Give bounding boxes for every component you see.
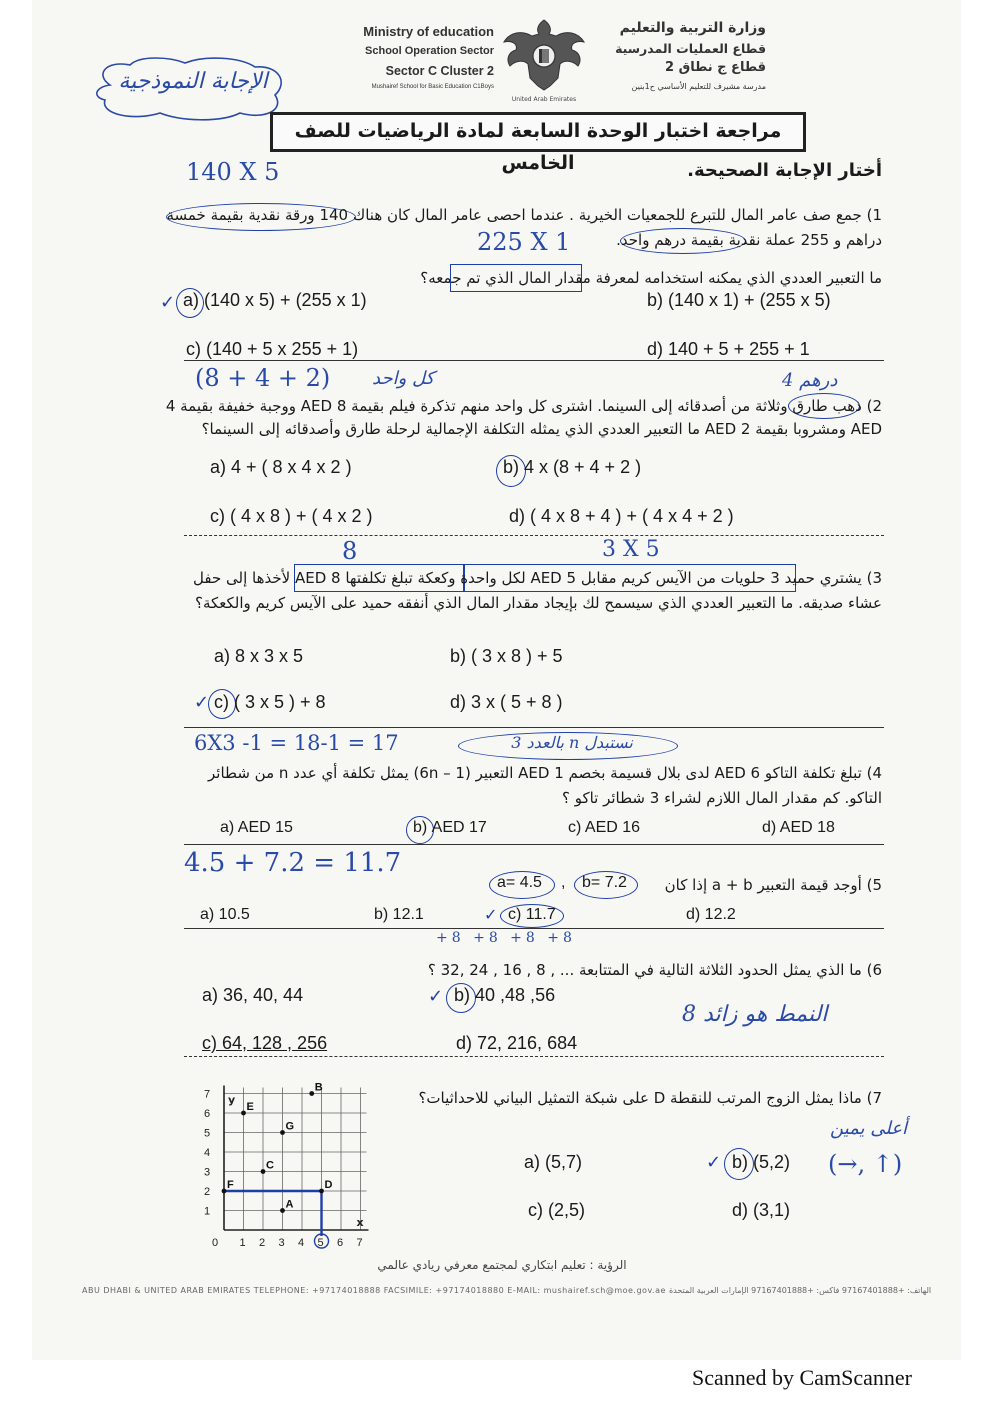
- point-a: [280, 1208, 285, 1213]
- divider-2: [184, 535, 884, 536]
- q1-option-c[interactable]: c) (140 + 5 x 255 + 1): [186, 339, 359, 359]
- handwritten-q6-note: النمط هو زائد 8: [682, 1002, 828, 1027]
- q4-option-c-text: c) AED 16: [568, 819, 641, 836]
- q6-option-d-text: d) 72, 216, 684: [456, 1033, 578, 1053]
- q1-check-icon: ✓: [160, 292, 176, 313]
- q1-annot-box: [450, 264, 582, 292]
- q5-option-b-text: b) 12.1: [374, 906, 424, 923]
- point-label-d: D: [324, 1179, 333, 1191]
- header-ar-line-4: مدرسة مشيرف للتعليم الأساسي ح1بنين: [631, 82, 766, 91]
- q3-option-a[interactable]: [214, 646, 303, 667]
- handwritten-top-calc: 140 X 5: [186, 158, 280, 186]
- q7-option-a[interactable]: [524, 1152, 582, 1173]
- point-label-f: F: [227, 1179, 234, 1191]
- q1-line-2: دراهم و 255 عملة نقدية بقيمة درهم واحد.: [616, 231, 882, 249]
- q4-option-b-text: AED 17: [431, 819, 487, 836]
- handwritten-q7-arrows: (→, ↑): [828, 1150, 903, 1178]
- handwritten-q6-arrows: +8 +8 +8 +8: [436, 930, 576, 946]
- q1-option-b-text: (140 x 1) + (255 x 5): [668, 290, 831, 310]
- q1-line-3: ما التعبير العددي الذي يمكنه استخدامه لمعرفة مقدار المال الذي تم جمعه؟: [420, 269, 882, 287]
- q1-line-1: 1) جمع صف عامر المال للتبرع للجمعيات الخيرية . عندما احصى عامر المال كان هناك 140 ورقة نقدية بقيمة خمسة: [166, 206, 882, 224]
- point-label-a: A: [285, 1198, 294, 1211]
- header-en-line-1: Ministry of education: [363, 24, 494, 39]
- scanned-page: [32, 0, 961, 1360]
- q5-given-sep: ,: [561, 874, 566, 891]
- q4-option-b[interactable]: b) AED 17: [413, 819, 487, 836]
- point-f: [222, 1189, 227, 1194]
- q5-given-b: b= 7.2: [582, 874, 627, 891]
- q1-option-b[interactable]: b) (140 x 1) + (255 x 5): [647, 290, 831, 310]
- divider-5: [184, 928, 884, 929]
- q1-option-a-text: (140 x 5) + (255 x 1): [204, 290, 367, 310]
- q3-option-c-text: ( 3 x 5 ) + 8: [234, 692, 326, 712]
- q5-line-1: 5) أوجد قيمة التعبير a + b إذا كان: [664, 876, 882, 894]
- vision-statement: الرؤية : تعليم ابتكاري لمجتمع معرفي ريادي عالمي: [377, 1258, 627, 1272]
- q3-check-icon: ✓: [194, 692, 210, 713]
- q2-line-1: 2) ذهب طارق وثلاثة من أصدقائه إلى السينما. اشترى كل واحد منهم تذكرة فيلم بقيمة AED 8 ووجبة خفيفة بقيمة 4: [165, 397, 882, 415]
- x-tick-label: 5: [317, 1237, 324, 1249]
- q5-option-b[interactable]: [374, 906, 424, 924]
- point-c: [261, 1169, 266, 1174]
- point-e: [241, 1111, 246, 1116]
- header-en-line-2: School Operation Sector: [365, 45, 494, 57]
- q6-option-b-text: 40 ,48 ,56: [475, 985, 556, 1005]
- emblem-caption: United Arab Emirates: [511, 96, 577, 103]
- q2-option-d-text: d) ( 4 x 8 + 4 ) + ( 4 x 4 + 2 ): [509, 506, 734, 526]
- q3-option-d-text: d) 3 x ( 5 + 8 ): [450, 692, 563, 712]
- q4-line-1: 4) تبلغ تكلفة التاكو AED 6 لدى بلال قسيمة بخصم AED 1 التعبير (6n – 1) يمثل تكلفة أي عدد n من شطائر: [208, 764, 882, 782]
- q7-check-icon: ✓: [706, 1152, 722, 1173]
- q4-line-2: التاكو. كم مقدار المال اللازم لشراء 3 شطائر تاكو ؟: [561, 789, 882, 807]
- q7-option-b-text: (5,2): [753, 1152, 791, 1172]
- y-axis-label: y: [228, 1093, 236, 1107]
- q7-option-c-text: c) (2,5): [528, 1200, 586, 1220]
- header-ar-line-1: وزارة التربية والتعليم: [619, 20, 766, 36]
- q6-option-b[interactable]: b) 40 ,48 ,56: [454, 985, 556, 1005]
- point-label-c: C: [266, 1159, 274, 1172]
- divider-4: [184, 844, 884, 845]
- q2-option-a-text: a) 4 + ( 8 x 4 x 2 ): [210, 457, 352, 477]
- x-axis-label: x: [356, 1216, 364, 1229]
- q6-option-a[interactable]: [202, 985, 303, 1006]
- point-label-b: B: [314, 1081, 323, 1094]
- divider-3: [184, 727, 884, 728]
- q2-option-d[interactable]: [509, 506, 734, 527]
- x-tick-label: 4: [298, 1237, 305, 1249]
- q2-option-a[interactable]: [210, 457, 352, 478]
- q3-line-2: عشاء صديقه. ما التعبير العددي الذي سيسمح لك بإيجاد مقدار المال الذي أنفقه حميد على الآيس كريم والكعكة؟: [195, 594, 882, 612]
- handwritten-q3-right: 3 X 5: [602, 537, 660, 562]
- coordinate-grid-svg: [192, 1066, 382, 1256]
- q4-option-c[interactable]: [568, 819, 640, 837]
- q2-option-b[interactable]: b) 4 x (8 + 4 + 2 ): [503, 457, 642, 477]
- x-tick-label: 6: [337, 1237, 344, 1249]
- q6-option-d[interactable]: [456, 1033, 577, 1054]
- q7-option-d[interactable]: [732, 1200, 790, 1221]
- y-tick-label: 3: [204, 1166, 211, 1179]
- x-tick-label: 2: [259, 1237, 266, 1249]
- q5-option-d[interactable]: [686, 906, 736, 924]
- instruction: أختار الإجابة الصحيحة.: [687, 160, 882, 181]
- q5-option-c[interactable]: [508, 906, 556, 924]
- y-tick-label: 6: [204, 1108, 211, 1120]
- handwritten-q2-calc: (8 + 4 + 2): [195, 364, 331, 392]
- y-tick-label: 1: [204, 1205, 211, 1218]
- handwritten-q7-note: أعلى يمين: [830, 1118, 907, 1139]
- q3-option-b[interactable]: [450, 646, 563, 667]
- q2-line-2: AED ومشروبا بقيمة AED 2 ما التعبير العددي الذي يمثله التكلفة الإجمالية لرحلة طارق وأصدقائه إلى السينما؟: [201, 420, 882, 438]
- y-tick-label: 4: [204, 1147, 211, 1159]
- handwritten-q2-note: كل واحد: [372, 368, 435, 389]
- q5-option-a-text: a) 10.5: [200, 906, 250, 923]
- camscanner-watermark: Scanned by CamScanner: [692, 1365, 912, 1390]
- q6-check-icon: ✓: [428, 986, 444, 1007]
- x-tick-label: 3: [278, 1237, 285, 1249]
- y-tick-label: 5: [204, 1127, 211, 1140]
- handwritten-q5-calc: 4.5 + 7.2 = 11.7: [184, 848, 402, 878]
- page-title: مراجعة اختبار الوحدة السابعة لمادة الرياضيات للصف الخامس: [270, 112, 806, 152]
- header-ar-line-2: قطاع العمليات المدرسية: [615, 41, 766, 56]
- q3-line-1: 3) يشتري حميد 3 حلويات من الآيس كريم مقابل AED 5 لكل واحدة وكعكة تبلغ تكلفتها AED 8 لأخذها إلى حفل: [193, 569, 882, 587]
- q2-option-c-text: c) ( 4 x 8 ) + ( 4 x 2 ): [210, 506, 373, 526]
- point-label-g: G: [285, 1120, 295, 1133]
- handwritten-q1-calc: 225 X 1: [477, 228, 571, 256]
- point-b: [309, 1091, 314, 1096]
- point-label-e: E: [246, 1101, 254, 1113]
- handwritten-stamp: [90, 55, 290, 125]
- q5-given-a: a= 4.5: [497, 874, 542, 891]
- coordinate-grid: [192, 1066, 382, 1256]
- header-ar-line-3: قطاع ج نطاق 2: [665, 60, 766, 75]
- y-tick-label: 2: [204, 1186, 211, 1198]
- q3-option-c[interactable]: c) ( 3 x 5 ) + 8: [214, 692, 326, 712]
- q7-line-1: 7) ماذا يمثل الزوج المرتب للنقطة D على شبكة التمثيل البياني للاحداثيات؟: [418, 1089, 882, 1107]
- q4-option-d[interactable]: [762, 819, 835, 837]
- q3-option-d[interactable]: [450, 692, 563, 713]
- falcon-emblem-icon: [502, 16, 586, 96]
- q4-option-d-text: d) AED 18: [762, 819, 835, 836]
- q5-check-icon: ✓: [484, 905, 498, 924]
- q5-option-a[interactable]: [200, 906, 250, 924]
- divider-6: [184, 1056, 884, 1057]
- q1-option-d-text: 140 + 5 + 255 + 1: [668, 339, 810, 359]
- q6-option-c-text: c) 64, 128 , 256: [202, 1033, 328, 1053]
- q3-option-b-text: b) ( 3 x 8 ) + 5: [450, 646, 563, 666]
- q7-option-a-text: a) (5,7): [524, 1152, 583, 1172]
- y-tick-label: 7: [204, 1088, 211, 1101]
- q5-option-c-text: c) 11.7: [508, 906, 556, 923]
- q2-option-b-text: 4 x (8 + 4 + 2 ): [524, 457, 642, 477]
- point-d: [319, 1189, 324, 1194]
- handwritten-q4-note: نستبدل n بالعدد 3: [511, 733, 633, 752]
- q3-option-a-text: a) 8 x 3 x 5: [214, 646, 304, 666]
- q6-option-a-text: a) 36, 40, 44: [202, 985, 304, 1005]
- q5-option-d-text: d) 12.2: [686, 906, 736, 923]
- q2-option-c[interactable]: [210, 506, 373, 527]
- x-tick-label: 1: [239, 1237, 246, 1249]
- handwritten-q3-left: 8: [342, 537, 358, 565]
- q1-option-c-text: (140 + 5 x 255 + 1): [206, 339, 359, 359]
- q6-line-1: 6) ما الذي يمثل الحدود الثلاثة التالية في المتتابعة ... , 8 , 16 , 24 ,32 ؟: [427, 961, 882, 979]
- handwritten-q4-calc: 6X3 -1 = 18-1 = 17: [194, 731, 399, 755]
- divider-1: [184, 360, 884, 361]
- q4-option-a[interactable]: [220, 819, 293, 837]
- q7-option-d-text: d) (3,1): [732, 1200, 791, 1220]
- stamp-text: الإجابة النموذجية: [118, 69, 268, 94]
- handwritten-q2-dirham: درهم 4: [782, 370, 838, 391]
- header-en-line-3: Sector C Cluster 2: [385, 64, 494, 78]
- x-tick-label: 0: [212, 1237, 219, 1249]
- point-g: [280, 1130, 285, 1135]
- header-en-line-4: Mushairef School for Basic Education C1Boys: [371, 84, 494, 90]
- q7-option-c[interactable]: [528, 1200, 585, 1221]
- q7-option-b[interactable]: b) (5,2): [732, 1152, 791, 1172]
- q6-option-c[interactable]: [202, 1033, 327, 1054]
- q4-option-a-text: a) AED 15: [220, 819, 293, 836]
- q1-option-a[interactable]: a) (140 x 5) + (255 x 1): [183, 290, 367, 310]
- x-tick-label: 7: [356, 1237, 363, 1249]
- q1-option-d[interactable]: d) 140 + 5 + 255 + 1: [647, 339, 810, 359]
- contact-line: ABU DHABI & UNITED ARAB EMIRATES TELEPHONE: +97174018888 FACSIMILE: +97174018880 E-MAIL: mushairef.sch@moe.gov.ae الهاتف: +97167401888 فاكس: +97167401888 الإمارات العربية المتحدة: [82, 1286, 932, 1295]
- uae-emblem: [502, 16, 586, 103]
